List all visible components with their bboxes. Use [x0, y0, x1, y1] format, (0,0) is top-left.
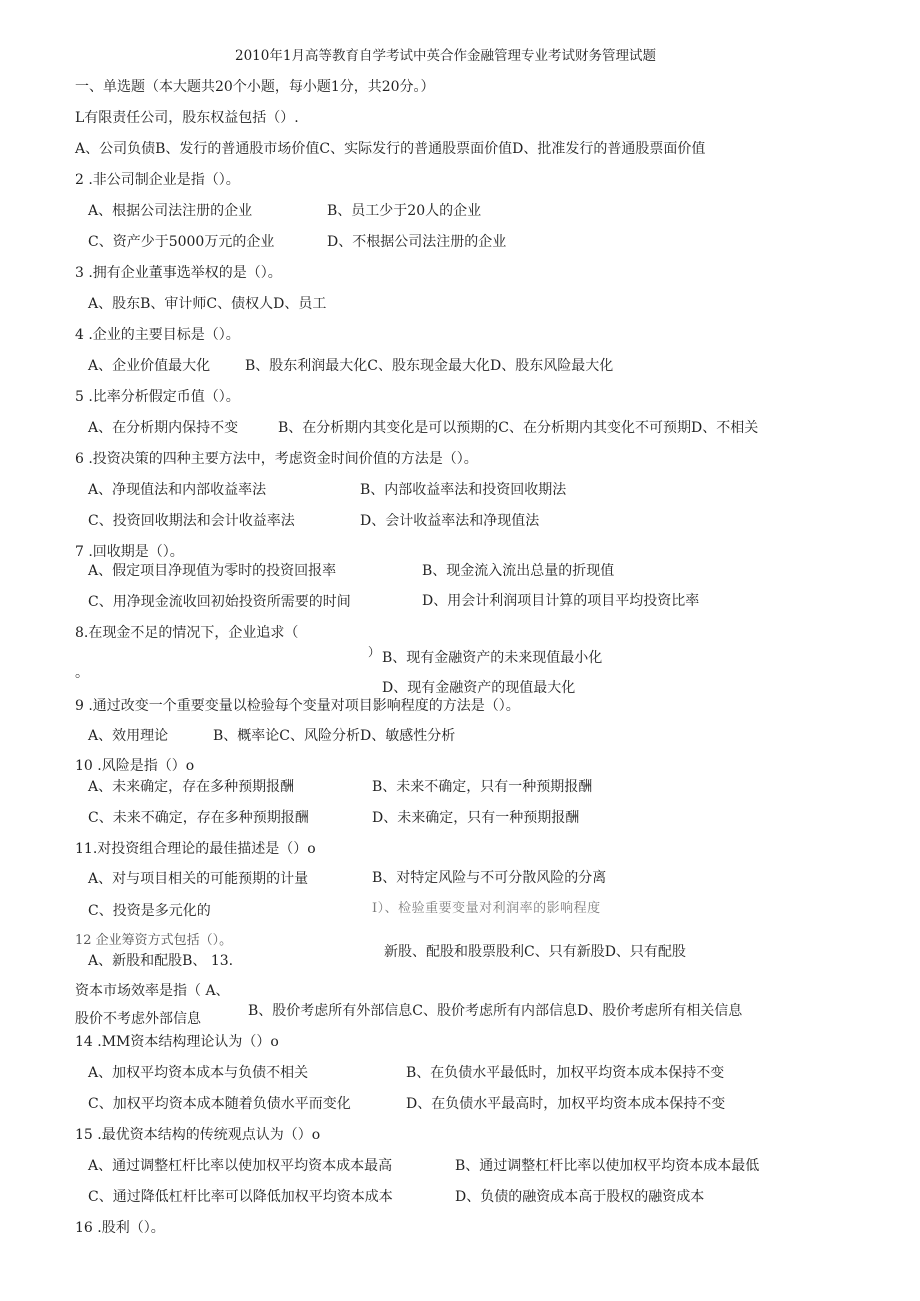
question-6-option-a: A、净现值法和内部收益率法 — [88, 482, 267, 498]
question-2-stem: 2 .非公司制企业是指（）。 — [75, 172, 240, 188]
question-12-option-a: A、新股和配股B、 13. — [88, 953, 234, 969]
question-5-options-rest: B、在分析期内其变化是可以预期的C、在分析期内其变化不可预期D、不相关 — [278, 420, 759, 436]
question-16-stem: 16 .股利（）。 — [75, 1220, 165, 1236]
question-4-stem: 4 .企业的主要目标是（）。 — [75, 327, 240, 343]
question-7-option-c: C、用净现金流收回初始投资所需要的时间 — [88, 594, 351, 610]
question-1-stem: L有限责任公司，股东权益包括（）. — [75, 110, 299, 126]
question-13-option-a-tail: 股价不考虑外部信息 — [75, 1011, 201, 1027]
question-7-option-a: A、假定项目净现值为零时的投资回报率 — [88, 563, 337, 579]
question-8-option-d: D、现有金融资产的现值最大化 — [382, 680, 576, 696]
question-2-option-a: A、根据公司法注册的企业 — [88, 203, 253, 219]
question-10-option-a: A、未来确定，存在多种预期报酬 — [88, 779, 295, 795]
question-10-option-c: C、未来不确定，存在多种预期报酬 — [88, 810, 309, 826]
question-11-option-d: I）、检验重要变量对利润率的影响程度 — [372, 901, 601, 916]
question-11-stem: 11.对投资组合理论的最佳描述是（）o — [75, 841, 316, 857]
question-13-stem: 资本市场效率是指（ A、 — [75, 983, 230, 999]
question-6-stem: 6 .投资决策的四种主要方法中，考虑资金时间价值的方法是（）。 — [75, 451, 478, 467]
question-7-option-d: D、用会计利润项目计算的项目平均投资比率 — [422, 593, 700, 609]
question-12-options-rest: 新股、配股和股票股利C、只有新股D、只有配股 — [384, 944, 686, 960]
question-11-option-a: A、对与项目相关的可能预期的计量 — [88, 871, 309, 887]
question-9-options-rest: B、概率论C、风险分析D、敏感性分析 — [213, 728, 456, 744]
question-14-option-c: C、加权平均资本成本随着负债水平而变化 — [88, 1096, 351, 1112]
question-15-option-b: B、通过调整杠杆比率以使加权平均资本成本最低 — [455, 1158, 760, 1174]
section-heading: 一、单选题（本大题共20个小题，每小题1分，共20分。） — [75, 79, 435, 95]
question-14-option-b: B、在负债水平最低时，加权平均资本成本保持不变 — [406, 1065, 725, 1081]
question-2-option-d: D、不根据公司法注册的企业 — [327, 234, 507, 250]
question-6-option-b: B、内部收益率法和投资回收期法 — [360, 482, 567, 498]
question-14-stem: 14 .MM资本结构理论认为（）o — [75, 1034, 279, 1050]
question-13-options-rest: B、股价考虑所有外部信息C、股价考虑所有内部信息D、股价考虑所有相关信息 — [248, 1003, 743, 1019]
question-5-option-a: A、在分析期内保持不变 — [88, 420, 239, 436]
question-7-stem: 7 .回收期是（）。 — [75, 544, 184, 560]
question-6-option-c: C、投资回收期法和会计收益率法 — [88, 513, 295, 529]
question-15-stem: 15 .最优资本结构的传统观点认为（）o — [75, 1127, 321, 1143]
question-1-options: A、公司负债B、发行的普通股市场价值C、实际发行的普通股票面价值D、批准发行的普通股票面价值 — [75, 141, 706, 157]
question-2-option-c: C、资产少于5000万元的企业 — [88, 234, 275, 250]
question-3-stem: 3 .拥有企业董事选举权的是（）。 — [75, 265, 282, 281]
question-15-option-a: A、通过调整杠杆比率以使加权平均资本成本最高 — [88, 1158, 393, 1174]
question-15-option-d: D、负债的融资成本高于股权的融资成本 — [455, 1189, 705, 1205]
question-9-stem: 9 .通过改变一个重要变量以检验每个变量对项目影响程度的方法是（）。 — [75, 698, 520, 714]
question-15-option-c: C、通过降低杠杆比率可以降低加权平均资本成本 — [88, 1189, 393, 1205]
question-7-option-b: B、现金流入流出总量的折现值 — [422, 563, 615, 579]
question-11-option-b: B、对特定风险与不可分散风险的分离 — [372, 870, 607, 886]
question-6-option-d: D、会计收益率法和净现值法 — [360, 513, 540, 529]
question-10-option-b: B、未来不确定，只有一种预期报酬 — [372, 779, 593, 795]
question-2-option-b: B、员工少于20人的企业 — [327, 203, 482, 219]
question-10-stem: 10 .风险是指（）o — [75, 758, 195, 774]
question-3-options: A、股东B、审计师C、债权人D、员工 — [88, 296, 327, 312]
exam-title: 2010年1月高等教育自学考试中英合作金融管理专业考试财务管理试题 — [235, 48, 656, 64]
question-8-stray-mark: 。 — [75, 665, 89, 681]
question-14-option-d: D、在负债水平最高时，加权平均资本成本保持不变 — [406, 1096, 726, 1112]
question-14-option-a: A、加权平均资本成本与负债不相关 — [88, 1065, 309, 1081]
question-8-option-b: B、现有金融资产的未来现值最小化 — [382, 650, 603, 666]
question-4-option-a: A、企业价值最大化 — [88, 358, 211, 374]
question-8-paren: ） — [368, 645, 381, 659]
question-10-option-d: D、未来确定，只有一种预期报酬 — [372, 810, 580, 826]
question-4-options-rest: B、股东利润最大化C、股东现金最大化D、股东风险最大化 — [245, 358, 614, 374]
question-5-stem: 5 .比率分析假定币值（）。 — [75, 389, 240, 405]
question-11-option-c: C、投资是多元化的 — [88, 903, 211, 919]
question-9-option-a: A、效用理论 — [88, 728, 169, 744]
question-12-stem: 12 企业筹资方式包括（）。 — [75, 933, 233, 948]
question-8-stem: 8.在现金不足的情况下，企业追求（ — [75, 625, 299, 641]
